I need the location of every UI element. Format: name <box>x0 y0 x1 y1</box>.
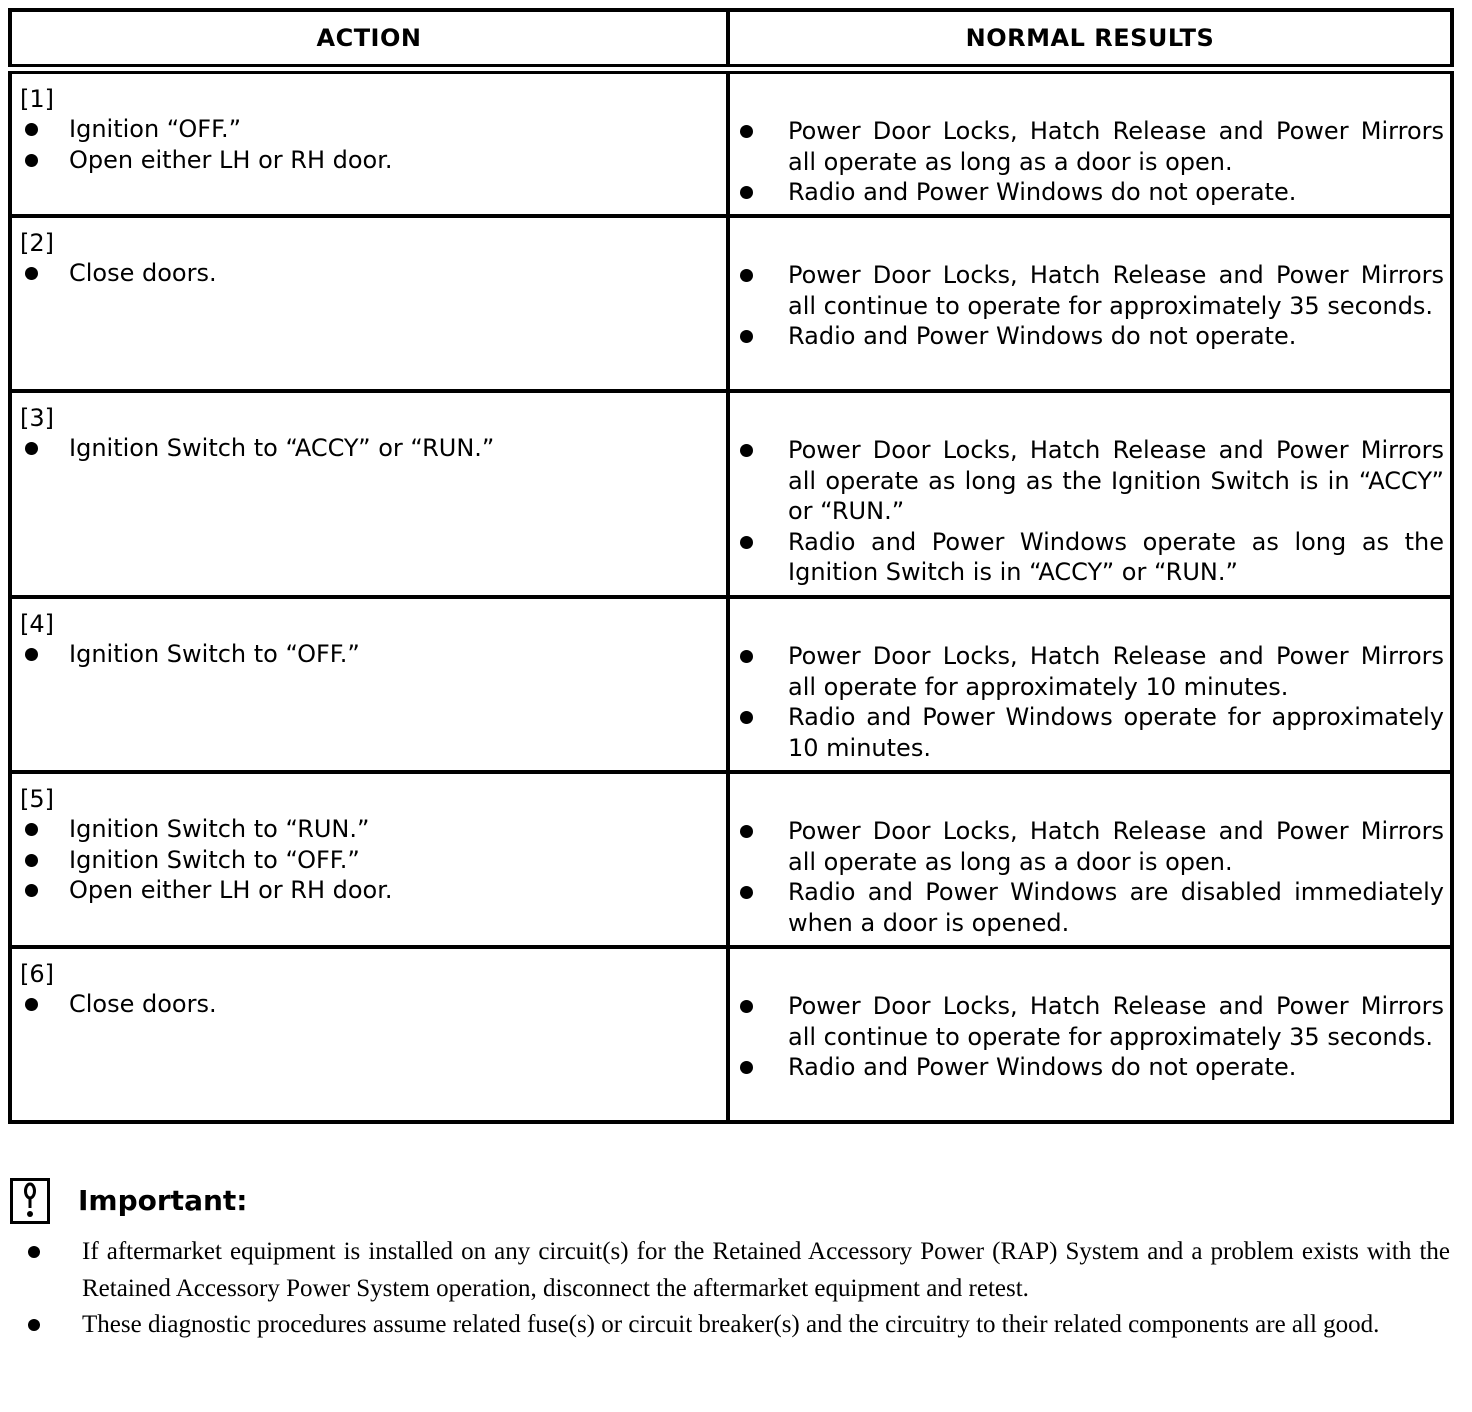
action-item: Ignition Switch to “OFF.” <box>12 845 726 876</box>
action-item: Ignition “OFF.” <box>12 114 726 145</box>
action-cell <box>10 772 728 947</box>
important-note <box>8 1178 1450 1344</box>
result-item: Radio and Power Windows operate as long as the Ignition Switch is in “ACCY” or “RUN.” <box>730 527 1450 588</box>
bullet-icon <box>25 442 38 455</box>
action-item: Close doors. <box>12 989 726 1020</box>
bullet-icon <box>740 444 753 457</box>
bullet-icon <box>25 154 38 167</box>
important-notes <box>8 1234 1450 1344</box>
exclamation-icon <box>10 1178 50 1224</box>
bullet-icon <box>740 825 753 838</box>
bullet-icon <box>25 998 38 1011</box>
important-header <box>8 1178 1450 1234</box>
table-row <box>10 216 1452 391</box>
table-row <box>10 391 1452 597</box>
step-number: [1] <box>20 85 54 113</box>
result-cell <box>728 216 1452 391</box>
result-item: Power Door Locks, Hatch Release and Power Mirrors all operate as long as the Ignition Switch is in “ACCY” or “RUN.” <box>730 435 1450 527</box>
action-item: Ignition Switch to “RUN.” <box>12 814 726 845</box>
step-number: [4] <box>20 610 54 638</box>
result-item: Power Door Locks, Hatch Release and Power Mirrors all operate as long as a door is open. <box>730 116 1450 177</box>
bullet-icon <box>740 650 753 663</box>
action-item: Open either LH or RH door. <box>12 145 726 176</box>
result-item: Radio and Power Windows do not operate. <box>730 177 1450 208</box>
bullet-icon <box>25 854 38 867</box>
result-item: Power Door Locks, Hatch Release and Power Mirrors all operate as long as a door is open. <box>730 816 1450 877</box>
bullet-icon <box>25 823 38 836</box>
action-cell <box>10 391 728 597</box>
action-cell <box>10 597 728 772</box>
bullet-icon <box>25 648 38 661</box>
important-title: Important: <box>78 1184 248 1217</box>
result-cell <box>728 947 1452 1122</box>
bullet-icon <box>740 125 753 138</box>
action-item: Ignition Switch to “ACCY” or “RUN.” <box>12 433 726 464</box>
result-cell <box>728 772 1452 947</box>
bullet-icon <box>25 884 38 897</box>
step-number: [6] <box>20 960 54 988</box>
results-column-header: NORMAL RESULTS <box>728 10 1452 69</box>
step-number: [5] <box>20 785 54 813</box>
bullet-icon <box>740 269 753 282</box>
bullet-icon <box>740 330 753 343</box>
table-row <box>10 947 1452 1122</box>
result-cell <box>728 69 1452 216</box>
bullet-icon <box>740 536 753 549</box>
action-item: Open either LH or RH door. <box>12 875 726 906</box>
bullet-icon <box>28 1246 40 1258</box>
bullet-icon <box>740 186 753 199</box>
step-number: [2] <box>20 229 54 257</box>
bullet-icon <box>740 1000 753 1013</box>
table-row <box>10 597 1452 772</box>
action-item: Close doors. <box>12 258 726 289</box>
table-row <box>10 772 1452 947</box>
result-cell <box>728 597 1452 772</box>
action-column-header: ACTION <box>10 10 728 69</box>
bullet-icon <box>28 1319 40 1331</box>
step-number: [3] <box>20 404 54 432</box>
action-cell <box>10 947 728 1122</box>
bullet-icon <box>740 886 753 899</box>
action-item: Ignition Switch to “OFF.” <box>12 639 726 670</box>
action-cell <box>10 69 728 216</box>
bullet-icon <box>740 1061 753 1074</box>
bullet-icon <box>25 267 38 280</box>
result-item: Radio and Power Windows operate for approximately 10 minutes. <box>730 702 1450 763</box>
note-item: These diagnostic procedures assume related fuse(s) or circuit breaker(s) and the circuitry to their related components are all good. <box>8 1307 1450 1344</box>
result-cell <box>728 391 1452 597</box>
result-item: Radio and Power Windows do not operate. <box>730 1052 1450 1083</box>
table-header-row <box>10 10 1452 69</box>
result-item: Radio and Power Windows are disabled immediately when a door is opened. <box>730 877 1450 938</box>
result-item: Power Door Locks, Hatch Release and Power Mirrors all continue to operate for approximately 35 seconds. <box>730 991 1450 1052</box>
bullet-icon <box>25 123 38 136</box>
result-item: Power Door Locks, Hatch Release and Power Mirrors all operate for approximately 10 minutes. <box>730 641 1450 702</box>
diagnostic-table <box>8 8 1454 1124</box>
note-item: If aftermarket equipment is installed on any circuit(s) for the Retained Accessory Power (RAP) System and a problem exists with the Retained Accessory Power System operation, disconnect the aftermarket equipment and retest. <box>8 1234 1450 1307</box>
bullet-icon <box>740 711 753 724</box>
result-item: Power Door Locks, Hatch Release and Power Mirrors all continue to operate for approximately 35 seconds. <box>730 260 1450 321</box>
result-item: Radio and Power Windows do not operate. <box>730 321 1450 352</box>
table-row <box>10 69 1452 216</box>
action-cell <box>10 216 728 391</box>
